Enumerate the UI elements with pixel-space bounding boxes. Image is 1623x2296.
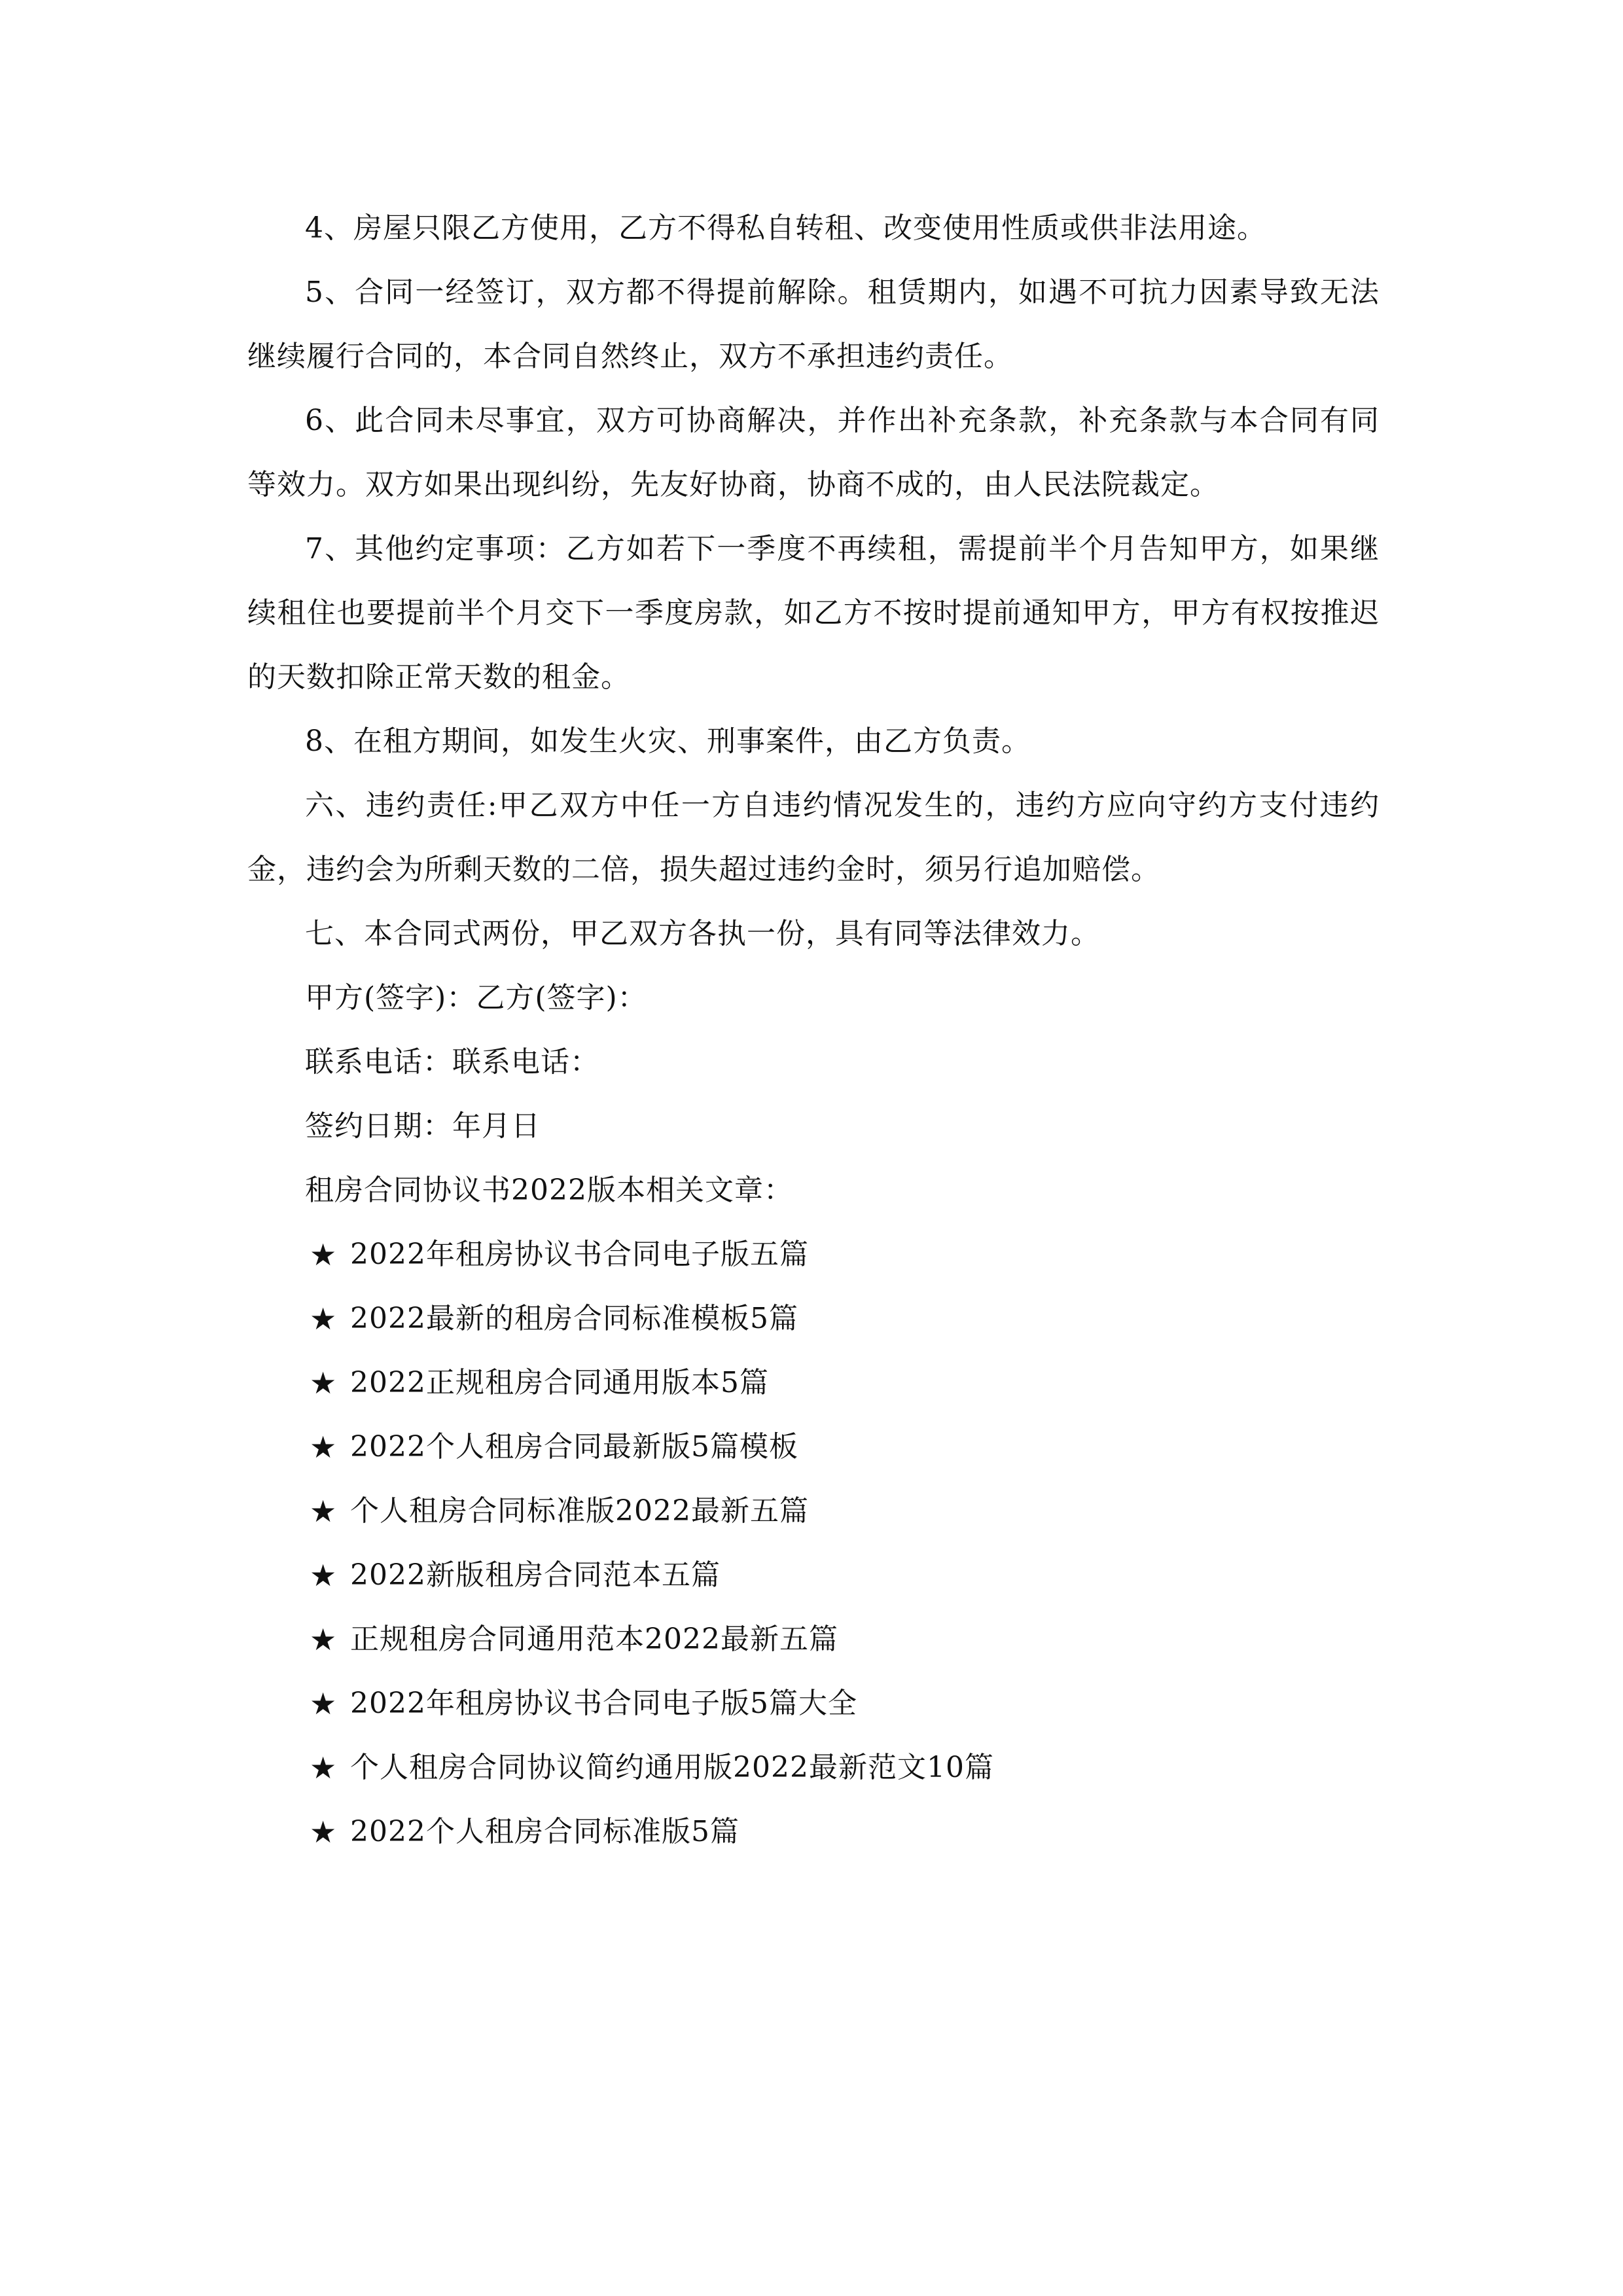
clause-5: 5、合同一经签订，双方都不得提前解除。租赁期内，如遇不可抗力因素导致无法继续履行合同的，本合同自然终止，双方不承担违约责任。 (247, 276, 1380, 373)
star-icon: ★ (310, 1429, 338, 1465)
star-icon: ★ (310, 1750, 338, 1785)
star-icon: ★ (310, 1237, 338, 1272)
related-article-title: 2022新版租房合同范本五篇 (350, 1558, 721, 1592)
phone-line: 联系电话：联系电话： (305, 1045, 599, 1079)
star-icon: ★ (310, 1814, 338, 1850)
clause-7: 7、其他约定事项：乙方如若下一季度不再续租，需提前半个月告知甲方，如果继续租住也要提前半个月交下一季度房款，如乙方不按时提前通知甲方，甲方有权按推迟的天数扣除正常天数的租金。 (247, 532, 1380, 694)
related-article-link[interactable] (247, 1607, 1380, 1672)
related-article-title: 个人租房合同协议简约通用版2022最新范文10篇 (350, 1751, 994, 1784)
related-article-title: 2022最新的租房合同标准模板5篇 (350, 1302, 798, 1335)
star-icon: ★ (310, 1686, 338, 1721)
related-article-title: 2022年租房协议书合同电子版5篇大全 (350, 1687, 857, 1720)
related-article-link[interactable] (247, 1415, 1380, 1479)
related-article-link[interactable] (247, 1479, 1380, 1543)
related-article-link[interactable] (247, 1736, 1380, 1800)
star-icon: ★ (310, 1622, 338, 1657)
related-article-link[interactable] (247, 1351, 1380, 1415)
clause-6: 6、此合同未尽事宜，双方可协商解决，并作出补充条款，补充条款与本合同有同等效力。双方如果出现纠纷，先友好协商，协商不成的，由人民法院裁定。 (247, 404, 1380, 501)
related-article-link[interactable] (247, 1672, 1380, 1736)
related-article-link[interactable] (247, 1543, 1380, 1607)
section-copies: 七、本合同式两份，甲乙双方各执一份，具有同等法律效力。 (305, 917, 1100, 950)
related-article-title: 个人租房合同标准版2022最新五篇 (350, 1494, 809, 1528)
signature-line: 甲方(签字)：乙方(签字)： (305, 981, 647, 1014)
section-breach-liability: 六、违约责任:甲乙双方中任一方自违约情况发生的，违约方应向守约方支付违约金，违约会为所剩天数的二倍，损失超过违约金时，须另行追加赔偿。 (247, 789, 1380, 886)
related-article-link[interactable] (247, 1223, 1380, 1287)
document-body (247, 196, 1380, 1864)
related-articles-list (247, 1223, 1380, 1864)
star-icon: ★ (310, 1301, 338, 1336)
related-article-title: 2022个人租房合同标准版5篇 (350, 1815, 740, 1848)
related-article-link[interactable] (247, 1287, 1380, 1351)
related-article-link[interactable] (247, 1800, 1380, 1864)
clause-8: 8、在租方期间，如发生火灾、刑事案件，由乙方负责。 (305, 725, 1031, 758)
clause-4: 4、房屋只限乙方使用，乙方不得私自转租、改变使用性质或供非法用途。 (305, 211, 1266, 245)
related-heading: 租房合同协议书2022版本相关文章： (305, 1174, 793, 1207)
related-article-title: 2022年租房协议书合同电子版五篇 (350, 1238, 809, 1271)
star-icon: ★ (310, 1558, 338, 1593)
star-icon: ★ (310, 1494, 338, 1529)
related-article-title: 正规租房合同通用范本2022最新五篇 (350, 1623, 838, 1656)
related-article-title: 2022正规租房合同通用版本5篇 (350, 1366, 769, 1399)
related-article-title: 2022个人租房合同最新版5篇模板 (350, 1430, 798, 1463)
star-icon: ★ (310, 1365, 338, 1401)
date-line: 签约日期：年月日 (305, 1109, 541, 1143)
